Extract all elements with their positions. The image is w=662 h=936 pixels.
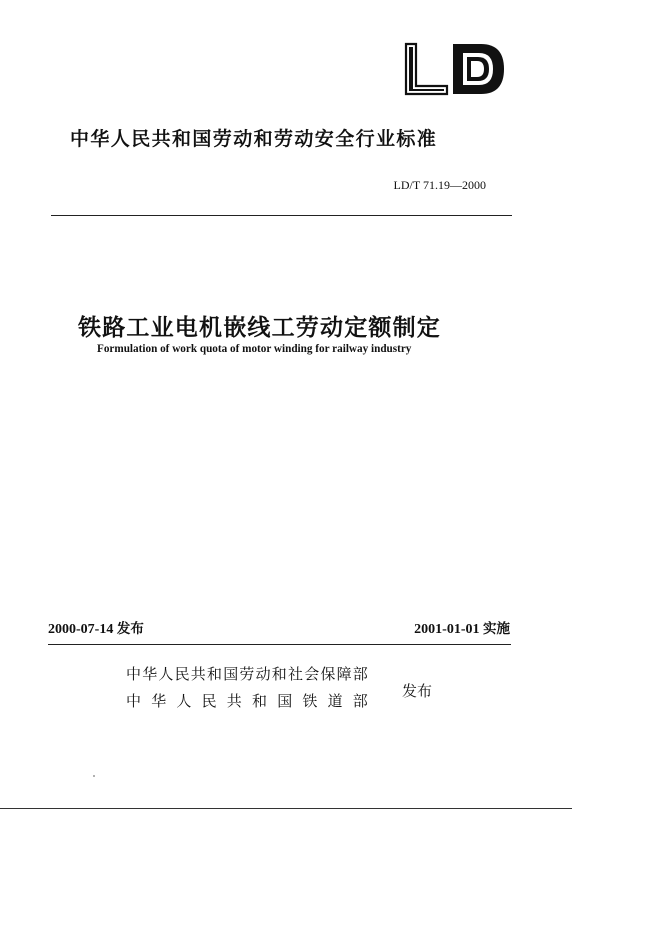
implementation-date-line bbox=[360, 617, 510, 638]
issue-date: 2000-07-14 bbox=[48, 622, 114, 637]
standard-category-title: 中华人民共和国劳动和劳动安全行业标准 bbox=[70, 128, 438, 150]
standard-code: LD/T 71.19—2000 bbox=[393, 178, 486, 192]
publisher-ministry-railways: 中华人民共和国铁道部 bbox=[126, 692, 379, 710]
publisher-ministry-labour: 中华人民共和国劳动和社会保障部 bbox=[126, 665, 370, 683]
implementation-label: 实施 bbox=[483, 621, 510, 637]
publish-label: 发布 bbox=[402, 682, 433, 700]
issue-date-line bbox=[48, 617, 144, 638]
top-divider bbox=[51, 215, 512, 216]
issue-label: 发布 bbox=[116, 621, 144, 637]
middle-divider bbox=[48, 644, 511, 645]
ld-logo bbox=[403, 41, 507, 97]
document-title-chinese: 铁路工业电机嵌线工劳动定额制定 bbox=[78, 315, 441, 341]
bottom-divider bbox=[0, 808, 572, 809]
scan-speck bbox=[93, 775, 95, 777]
document-title-english: Formulation of work quota of motor winding for railway industry bbox=[97, 343, 412, 355]
implementation-date: 2001-01-01 bbox=[414, 622, 480, 637]
